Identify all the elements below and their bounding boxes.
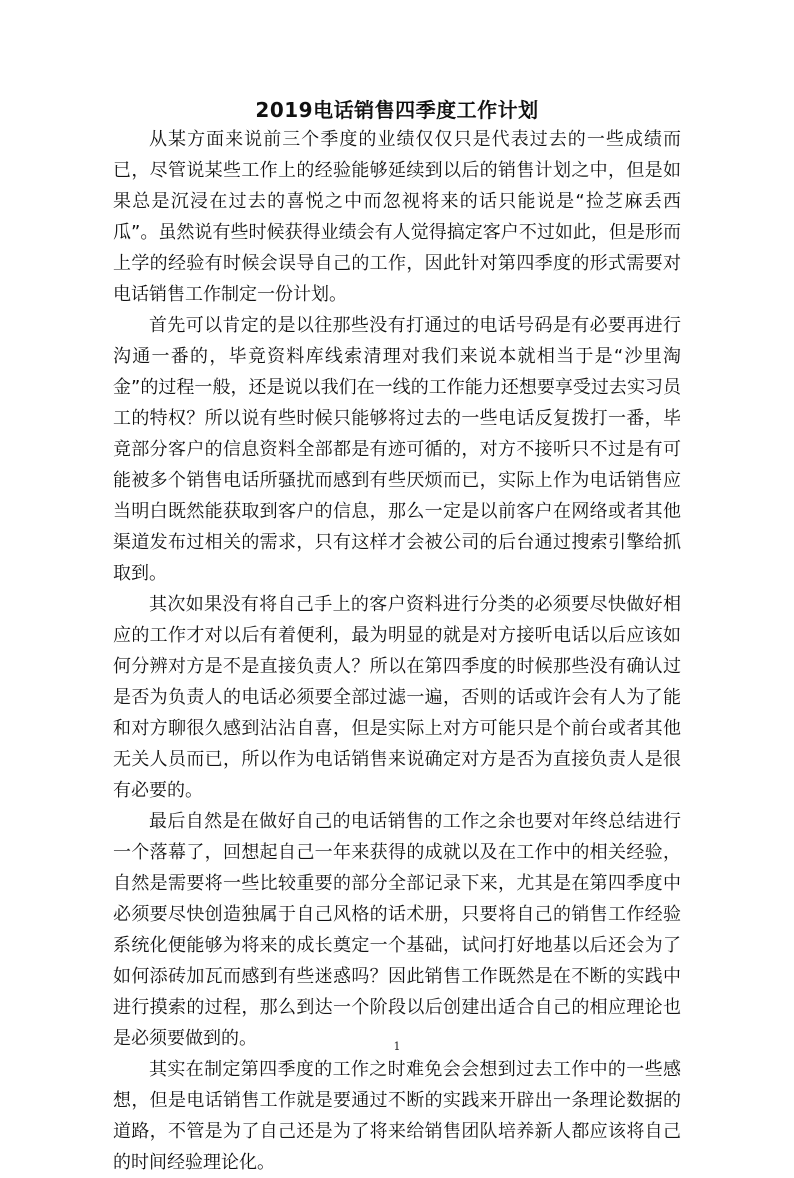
page-number: 1 [393, 1040, 401, 1053]
paragraph-2: 首先可以肯定的是以往那些没有打通过的电话号码是有必要再进行沟通一番的，毕竟资料库线索清理对我们来说本就相当于是“沙里淘金”的过程一般，还是说以我们在一线的工作能力还想要享受过去实习员工的特权？所以说有些时候只能够将过去的一些电话反复拨打一番，毕竟部分客户的信息资料全部都是有迹可循的，对方不接听只不过是有可能被多个销售电话所骚扰而感到有些厌烦而已，实际上作为电话销售应当明白既然能获取到客户的信息，那么一定是以前客户在网络或者其他渠道发布过相关的需求，只有这样才会被公司的后台通过搜索引擎给抓取到。 [113, 315, 681, 584]
paragraph-1: 从某方面来说前三个季度的业绩仅仅只是代表过去的一些成绩而已，尽管说某些工作上的经验能够延续到以后的销售计划之中，但是如果总是沉浸在过去的喜悦之中而忽视将来的话只能说是“捡芝麻丢西瓜”。虽然说有些时候获得业绩会有人觉得搞定客户不过如此，但是形而上学的经验有时候会误导自己的工作，因此针对第四季度的形式需要对电话销售工作制定一份计划。 [113, 129, 681, 305]
document-page [113, 96, 681, 1178]
paragraph-5: 其实在制定第四季度的工作之时难免会会想到过去工作中的一些感想，但是电话销售工作就是要通过不断的实践来开辟出一条理论数据的道路，不管是为了自己还是为了将来给销售团队培养新人都应该将自己的时间经验理论化。 [113, 1059, 681, 1173]
paragraph-4: 最后自然是在做好自己的电话销售的工作之余也要对年终总结进行一个落幕了，回想起自己一年来获得的成就以及在工作中的相关经验，自然是需要将一些比较重要的部分全部记录下来，尤其是在第四季度中必须要尽快创造独属于自己风格的话术册，只要将自己的销售工作经验系统化便能够为将来的成长奠定一个基础，试问打好地基以后还会为了如何添砖加瓦而感到有些迷惑吗？因此销售工作既然是在不断的实践中进行摸索的过程，那么到达一个阶段以后创建出适合自己的相应理论也是必须要做到的。 [113, 811, 681, 1049]
paragraph-3: 其次如果没有将自己手上的客户资料进行分类的必须要尽快做好相应的工作才对以后有着便利，最为明显的就是对方接听电话以后应该如何分辨对方是不是直接负责人？所以在第四季度的时候那些没有确认过是否为负责人的电话必须要全部过滤一遍，否则的话或许会有人为了能和对方聊很久感到沾沾自喜，但是实际上对方可能只是个前台或者其他无关人员而已，所以作为电话销售来说确定对方是否为直接负责人是很有必要的。 [113, 594, 681, 801]
document-title: 2019电话销售四季度工作计划 [255, 98, 539, 122]
